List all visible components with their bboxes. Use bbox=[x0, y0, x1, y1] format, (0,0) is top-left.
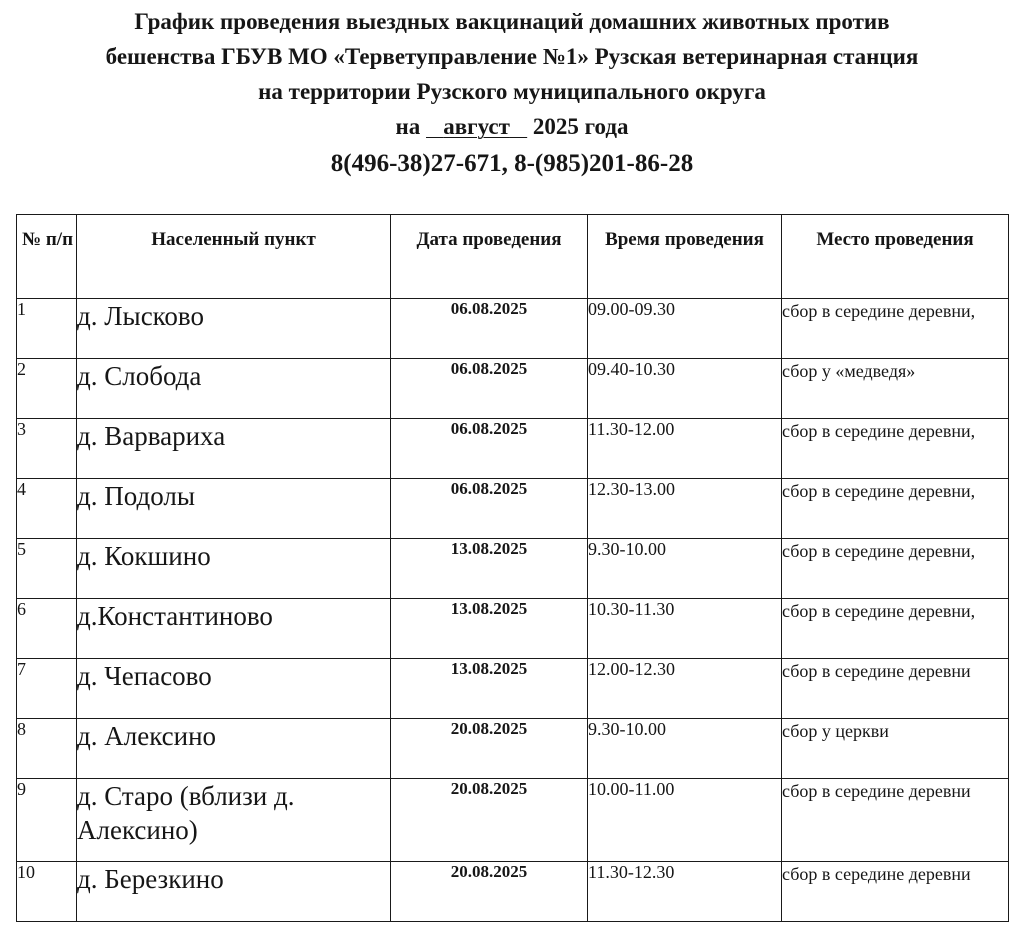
table-row bbox=[17, 419, 1009, 479]
month-blank bbox=[426, 114, 527, 139]
row-time: 12.00-12.30 bbox=[588, 659, 782, 719]
table-row bbox=[17, 779, 1009, 862]
row-number: 2 bbox=[17, 359, 77, 419]
row-date: 06.08.2025 bbox=[391, 419, 588, 479]
table-row bbox=[17, 862, 1009, 922]
row-date: 20.08.2025 bbox=[391, 862, 588, 922]
table-row bbox=[17, 479, 1009, 539]
month-suffix: 2025 года bbox=[527, 114, 629, 139]
row-place: д. Слобода bbox=[77, 359, 391, 419]
row-date: 13.08.2025 bbox=[391, 659, 588, 719]
title-line-1: График проведения выездных вакцинаций домашних животных против bbox=[134, 9, 890, 34]
row-number: 6 bbox=[17, 599, 77, 659]
row-location: сбор в середине деревни, bbox=[782, 419, 1009, 479]
row-location: сбор в середине деревни bbox=[782, 659, 1009, 719]
row-location: сбор в середине деревни, bbox=[782, 599, 1009, 659]
table-row bbox=[17, 299, 1009, 359]
row-location: сбор в середине деревни, bbox=[782, 539, 1009, 599]
table-row bbox=[17, 539, 1009, 599]
column-header-location: Место проведения bbox=[782, 215, 1009, 299]
title-line-3: на территории Рузского муниципального округа bbox=[258, 79, 766, 104]
table-row bbox=[17, 659, 1009, 719]
month-line bbox=[0, 109, 1024, 144]
month-prefix: на bbox=[395, 114, 426, 139]
row-time: 12.30-13.00 bbox=[588, 479, 782, 539]
row-time: 11.30-12.00 bbox=[588, 419, 782, 479]
row-date: 13.08.2025 bbox=[391, 599, 588, 659]
row-time: 10.30-11.30 bbox=[588, 599, 782, 659]
row-place: д. Алексино bbox=[77, 719, 391, 779]
table-row bbox=[17, 719, 1009, 779]
row-number: 9 bbox=[17, 779, 77, 862]
column-header-number: № п/п bbox=[17, 215, 77, 299]
table-row bbox=[17, 599, 1009, 659]
title-line-2: бешенства ГБУВ МО «Терветуправление №1» Рузская ветеринарная станция bbox=[105, 44, 919, 69]
row-place: д. Березкино bbox=[77, 862, 391, 922]
row-place: д. Лысково bbox=[77, 299, 391, 359]
row-location: сбор в середине деревни, bbox=[782, 479, 1009, 539]
row-date: 20.08.2025 bbox=[391, 719, 588, 779]
row-place: д. Старо (вблизи д. Алексино) bbox=[77, 779, 391, 862]
row-number: 4 bbox=[17, 479, 77, 539]
row-date: 20.08.2025 bbox=[391, 779, 588, 862]
column-header-time: Время проведения bbox=[588, 215, 782, 299]
row-number: 3 bbox=[17, 419, 77, 479]
row-number: 10 bbox=[17, 862, 77, 922]
row-time: 9.30-10.00 bbox=[588, 539, 782, 599]
month-value: август bbox=[443, 114, 510, 139]
row-number: 5 bbox=[17, 539, 77, 599]
row-time: 10.00-11.00 bbox=[588, 779, 782, 862]
row-location: сбор у «медведя» bbox=[782, 359, 1009, 419]
row-time: 11.30-12.30 bbox=[588, 862, 782, 922]
row-location: сбор в середине деревни, bbox=[782, 299, 1009, 359]
row-location: сбор в середине деревни bbox=[782, 862, 1009, 922]
row-location: сбор у церкви bbox=[782, 719, 1009, 779]
row-number: 1 bbox=[17, 299, 77, 359]
row-place: д. Варвариха bbox=[77, 419, 391, 479]
column-header-date: Дата проведения bbox=[391, 215, 588, 299]
row-place: д. Кокшино bbox=[77, 539, 391, 599]
row-date: 06.08.2025 bbox=[391, 359, 588, 419]
row-number: 7 bbox=[17, 659, 77, 719]
row-time: 09.40-10.30 bbox=[588, 359, 782, 419]
vaccination-schedule-table bbox=[16, 214, 1009, 922]
row-time: 9.30-10.00 bbox=[588, 719, 782, 779]
phone-numbers: 8(496-38)27-671, 8-(985)201-86-28 bbox=[330, 150, 694, 177]
row-date: 06.08.2025 bbox=[391, 479, 588, 539]
column-header-place: Населенный пункт bbox=[77, 215, 391, 299]
row-place: д. Чепасово bbox=[77, 659, 391, 719]
row-location: сбор в середине деревни bbox=[782, 779, 1009, 862]
table-row bbox=[17, 359, 1009, 419]
row-date: 06.08.2025 bbox=[391, 299, 588, 359]
row-number: 8 bbox=[17, 719, 77, 779]
row-time: 09.00-09.30 bbox=[588, 299, 782, 359]
document-header bbox=[0, 4, 1024, 184]
table-header-row bbox=[17, 215, 1009, 299]
row-place: д.Константиново bbox=[77, 599, 391, 659]
row-place: д. Подолы bbox=[77, 479, 391, 539]
row-date: 13.08.2025 bbox=[391, 539, 588, 599]
